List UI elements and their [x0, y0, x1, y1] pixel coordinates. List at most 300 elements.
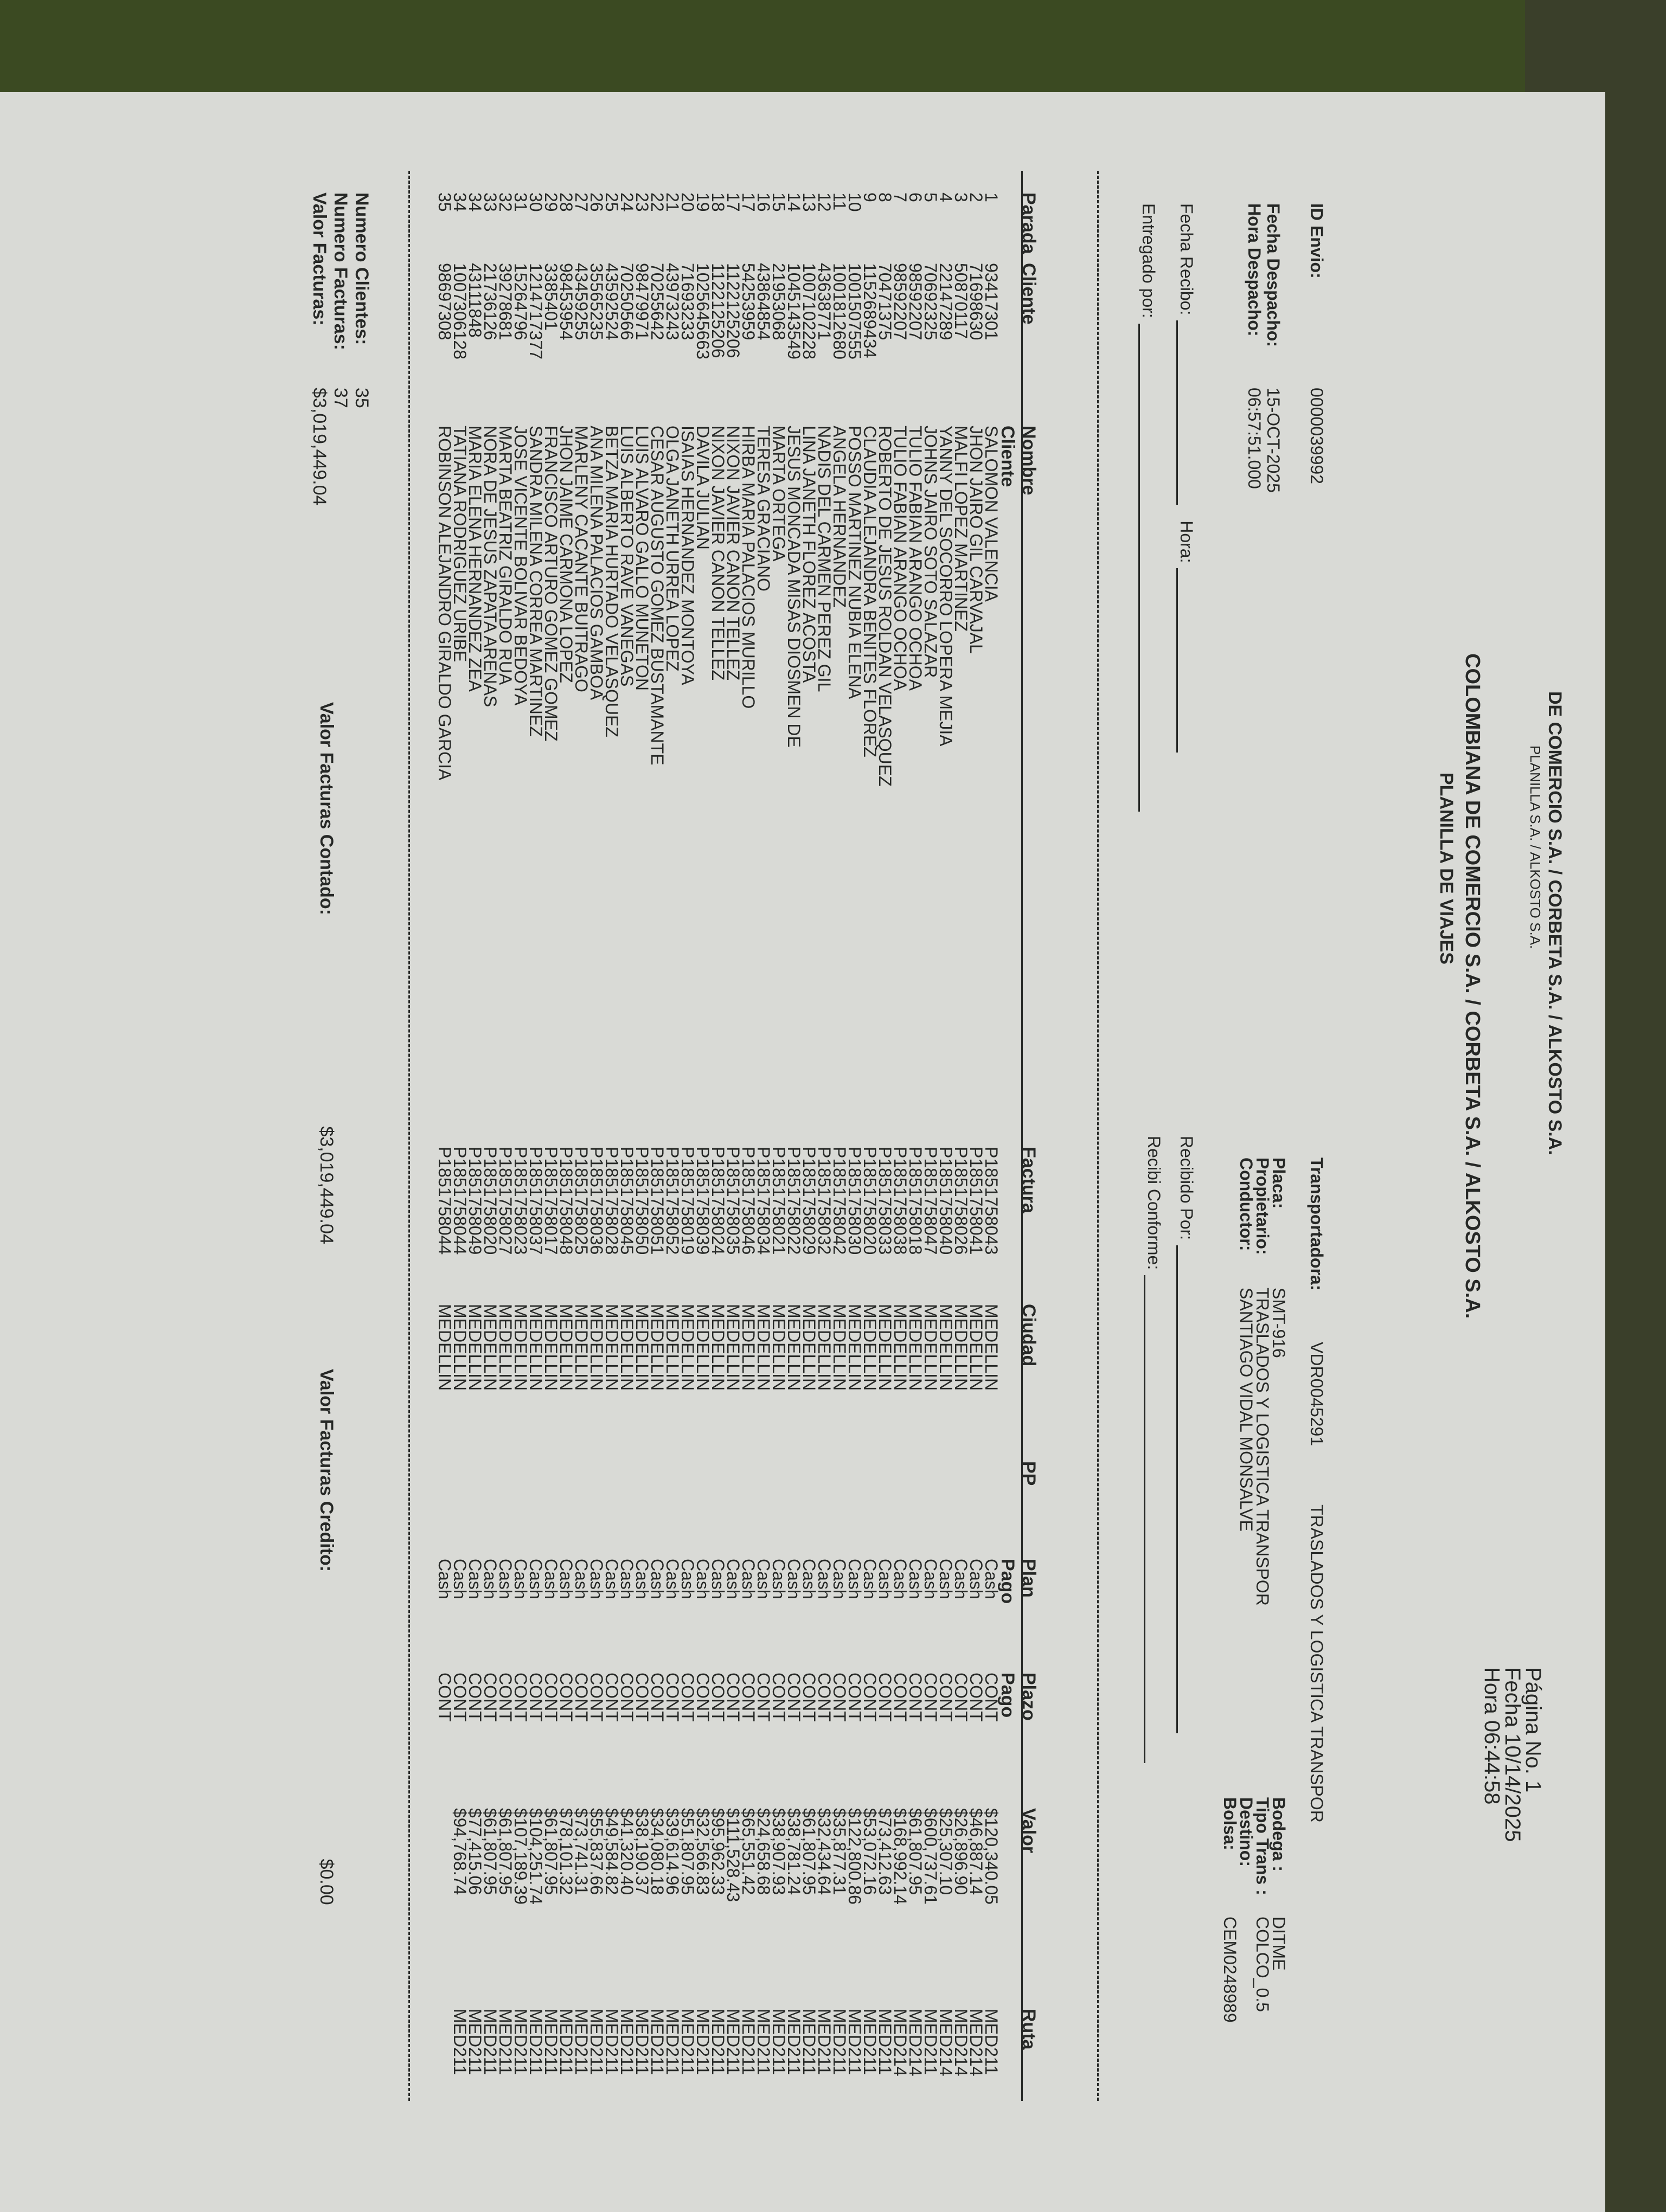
- cell-plan-pago: Cash: [480, 1559, 500, 1599]
- cell-parada: 1: [982, 192, 1001, 202]
- cell-factura: P1851758018: [906, 1147, 925, 1255]
- document-page: [101, 149, 1565, 2155]
- cell-plazo-pago: CONT: [966, 1673, 986, 1722]
- cell-plazo-pago: CONT: [663, 1673, 682, 1722]
- cell-parada: 26: [587, 192, 606, 212]
- cell-cliente: 1007102228: [799, 263, 819, 359]
- document-title: COLOMBIANA DE COMERCIO S.A. / CORBETA S.A. / ALKOSTO S.A.: [1461, 653, 1484, 1319]
- cell-parada: 35: [435, 192, 454, 212]
- cell-plazo-pago: CONT: [526, 1673, 546, 1722]
- cell-ruta: MED211: [845, 2009, 864, 2075]
- cell-cliente: 15264796: [511, 263, 530, 340]
- recibi-conforme-line[interactable]: [1144, 1275, 1145, 1763]
- cell-ciudad: MEDELLIN: [921, 1304, 940, 1391]
- fecha-recibo-label: Fecha Recibo:: [1177, 203, 1196, 316]
- cell-valor: $32,434.64: [815, 1808, 834, 1895]
- cell-ruta: MED211: [480, 2009, 500, 2075]
- cell-plazo-pago: CONT: [480, 1673, 500, 1722]
- col-head-nombre: Nombre Cliente: [997, 426, 1039, 496]
- cell-plazo-pago: CONT: [875, 1673, 895, 1722]
- cell-factura: P1851758037: [526, 1147, 546, 1255]
- cell-plan-pago: Cash: [678, 1559, 697, 1599]
- cell-plan-pago: Cash: [815, 1559, 834, 1599]
- cell-nombre-cliente: ANGELA HERNANDEZ: [830, 426, 849, 608]
- cell-plan-pago: Cash: [936, 1559, 956, 1599]
- valor-credito-value: $0.00: [316, 1859, 337, 1905]
- cell-plan-pago: Cash: [511, 1559, 530, 1599]
- cell-factura: P1851758028: [602, 1147, 621, 1255]
- cell-nombre-cliente: TERESA GRACIANO: [754, 426, 773, 591]
- cell-plazo-pago: CONT: [587, 1673, 606, 1722]
- cell-plan-pago: Cash: [723, 1559, 743, 1599]
- cell-valor: $600,737.61: [921, 1808, 940, 1905]
- cell-valor: $24,658.68: [754, 1808, 773, 1895]
- cell-nombre-cliente: LUIS ALBERTO RAVE VANEGAS: [617, 426, 637, 687]
- cell-valor: $73,741.31: [572, 1808, 591, 1895]
- entregado-por-label: Entregado por:: [1139, 203, 1158, 318]
- cell-plazo-pago: CONT: [617, 1673, 637, 1722]
- cell-plan-pago: Cash: [739, 1559, 758, 1599]
- cell-plazo-pago: CONT: [845, 1673, 864, 1722]
- cell-ruta: MED214: [936, 2009, 956, 2076]
- cell-plazo-pago: CONT: [830, 1673, 849, 1722]
- cell-cliente: 1025645663: [693, 263, 713, 359]
- cell-valor: $35,877.31: [830, 1808, 849, 1895]
- cell-nombre-cliente: JHON JAIRO GIL CARVAJAL: [966, 426, 986, 654]
- fecha-recibo-row: [1176, 203, 1196, 753]
- cell-plan-pago: Cash: [951, 1559, 971, 1599]
- cell-ruta: MED211: [556, 2009, 576, 2075]
- cell-plazo-pago: CONT: [465, 1673, 485, 1722]
- bodega-value: DITME: [1269, 1917, 1289, 1971]
- transportadora-name: TRASLADOS Y LOGISTICA TRANSPOR: [1307, 1504, 1327, 1823]
- cell-ciudad: MEDELLIN: [435, 1304, 454, 1391]
- totals-credito: [316, 1369, 337, 1905]
- table-bottom-rule: [408, 171, 410, 2101]
- cell-factura: P1851758026: [951, 1147, 971, 1255]
- numero-clientes-label: Numero Clientes:: [351, 192, 372, 345]
- cell-cliente: 98592207: [890, 263, 910, 340]
- col-head-plan-pago: Plan Pago: [997, 1559, 1039, 1604]
- cell-parada: 22: [648, 192, 667, 212]
- cell-parada: 16: [754, 192, 773, 212]
- cell-valor: $65,551.42: [739, 1808, 758, 1895]
- cell-parada: 27: [572, 192, 591, 212]
- id-envio-label: ID Envio:: [1307, 203, 1327, 279]
- cell-plan-pago: Cash: [890, 1559, 910, 1599]
- cell-parada: 7: [890, 192, 910, 202]
- cell-nombre-cliente: MALFI LOPEZ MARTINEZ: [951, 426, 971, 632]
- hora-despacho-label: Hora Despacho:: [1245, 203, 1264, 337]
- col-head-plazo-pago: Plazo Pago: [997, 1673, 1039, 1721]
- cell-ciudad: MEDELLIN: [951, 1304, 971, 1391]
- cell-cliente: 43111848: [465, 263, 485, 338]
- cell-parada: 34: [465, 192, 485, 212]
- recibido-por-line[interactable]: [1176, 1245, 1178, 1733]
- cell-plan-pago: Cash: [921, 1559, 940, 1599]
- cell-plan-pago: Cash: [541, 1559, 561, 1599]
- cell-parada: 8: [875, 192, 895, 202]
- cell-cliente: 21953068: [769, 263, 789, 340]
- cell-ruta: MED211: [587, 2009, 606, 2075]
- cell-nombre-cliente: TATIANA RODRIGUEZ URIBE: [450, 426, 470, 663]
- cell-parada: 31: [511, 192, 530, 212]
- cell-factura: P1851758027: [496, 1147, 515, 1255]
- cell-valor: $107,189.39: [511, 1808, 530, 1905]
- placa-value: SMT-916: [1269, 1288, 1289, 1358]
- cell-factura: P1851758036: [587, 1147, 606, 1255]
- cell-plazo-pago: CONT: [951, 1673, 971, 1722]
- cell-valor: $53,072.16: [860, 1808, 880, 1895]
- cell-ciudad: MEDELLIN: [617, 1304, 637, 1391]
- cell-cliente: 22147289: [936, 263, 956, 340]
- cell-nombre-cliente: BETZA MARIA HURTADO VELASQUEZ: [602, 426, 621, 737]
- cell-parada: 10: [845, 192, 864, 212]
- cell-factura: P1851758022: [784, 1147, 804, 1255]
- cell-factura: P1851758020: [480, 1147, 500, 1255]
- cell-ruta: MED211: [678, 2009, 697, 2075]
- cell-cliente: 70471375: [875, 263, 895, 340]
- cell-ruta: MED214: [951, 2009, 971, 2076]
- destino-label: Destino:: [1236, 1797, 1256, 1867]
- cell-ciudad: MEDELLIN: [511, 1304, 530, 1391]
- cell-factura: P1851758034: [754, 1147, 773, 1255]
- cell-plan-pago: Cash: [875, 1559, 895, 1599]
- cell-ciudad: MEDELLIN: [587, 1304, 606, 1391]
- fecha-recibo-line[interactable]: [1176, 320, 1178, 505]
- cell-cliente: 43973243: [663, 263, 682, 340]
- cell-nombre-cliente: ISAIAS HERNANDEZ MONTOYA: [678, 426, 697, 685]
- cell-parada: 2: [966, 192, 986, 202]
- col-head-ruta: Ruta: [1018, 2009, 1039, 2050]
- cell-valor: $26,896.90: [951, 1808, 971, 1895]
- cell-cliente: 70692325: [921, 263, 940, 340]
- cell-parada: 15: [769, 192, 789, 212]
- cell-parada: 14: [784, 192, 804, 212]
- entregado-por-line[interactable]: [1138, 324, 1140, 812]
- cell-ruta: MED211: [526, 2009, 546, 2075]
- col-head-pp: PP: [1018, 1461, 1039, 1486]
- hora-recibo-label: Hora:: [1177, 520, 1196, 563]
- cell-nombre-cliente: JESUS MONCADA MISAS DIOSMEN DE: [784, 426, 804, 748]
- cell-parada: 21: [663, 192, 682, 212]
- hora-value: 06:44:58: [1480, 1720, 1504, 1805]
- cell-cliente: 98453954: [556, 263, 576, 340]
- numero-facturas-label: Numero Facturas:: [330, 192, 351, 350]
- cell-valor: $73,412.63: [875, 1808, 895, 1895]
- cell-ruta: MED214: [966, 2009, 986, 2076]
- cell-ruta: MED211: [465, 2009, 485, 2075]
- cell-ciudad: MEDELLIN: [602, 1304, 621, 1391]
- cell-plan-pago: Cash: [784, 1559, 804, 1599]
- cell-factura: P1851758044: [435, 1147, 454, 1255]
- cell-factura: P1851758051: [648, 1147, 667, 1255]
- fecha-label: Fecha: [1501, 1667, 1524, 1728]
- cell-valor: $38,190.37: [632, 1808, 652, 1895]
- cell-ruta: MED211: [784, 2009, 804, 2075]
- cell-ciudad: MEDELLIN: [648, 1304, 667, 1391]
- cell-plan-pago: Cash: [556, 1559, 576, 1599]
- cell-ruta: MED214: [906, 2009, 925, 2076]
- cell-ruta: MED211: [739, 2009, 758, 2075]
- cell-parada: 12: [815, 192, 834, 212]
- cell-ciudad: MEDELLIN: [966, 1304, 986, 1391]
- cell-cliente: 70250566: [617, 263, 637, 340]
- tipo-trans-value: COLCO_0.5: [1253, 1917, 1272, 2012]
- hora-despacho-value: 06:57:51.000: [1245, 388, 1264, 489]
- cell-parada: 28: [556, 192, 576, 212]
- cell-nombre-cliente: MARIA ELENA HERNANDEZ ZEA: [465, 426, 485, 692]
- cell-nombre-cliente: POSSO MARTINEZ NUBIA ELENA: [845, 426, 864, 699]
- cell-cliente: 93417301: [982, 263, 1001, 340]
- cell-nombre-cliente: NIXON JAVIER CANON TELLEZ: [723, 426, 743, 681]
- cell-factura: P1851758039: [693, 1147, 713, 1255]
- cell-cliente: 39278681: [496, 263, 515, 340]
- cell-cliente: 1007306128: [450, 263, 470, 359]
- cell-cliente: 54253959: [739, 263, 758, 340]
- cell-plazo-pago: CONT: [906, 1673, 925, 1722]
- cell-plazo-pago: CONT: [723, 1673, 743, 1722]
- cell-parada: 11: [830, 192, 849, 211]
- cell-cliente: 98592207: [906, 263, 925, 340]
- cell-nombre-cliente: SALOMON VALENCIA: [982, 426, 1001, 602]
- totals-left: [309, 192, 372, 506]
- cell-valor: $46,887.14: [966, 1808, 986, 1895]
- pagina-label: Página No.: [1521, 1667, 1545, 1774]
- cell-ruta: MED211: [982, 2009, 1001, 2075]
- cell-plazo-pago: CONT: [769, 1673, 789, 1722]
- cell-cliente: 35565235: [587, 263, 606, 340]
- cell-nombre-cliente: ANA MILENA PALACIOS GAMBOA: [587, 426, 606, 700]
- cell-ciudad: MEDELLIN: [982, 1304, 1001, 1391]
- cell-cliente: 21736126: [480, 263, 500, 340]
- cell-plazo-pago: CONT: [496, 1673, 515, 1722]
- cell-cliente: 3385401: [541, 263, 561, 331]
- cell-plazo-pago: CONT: [982, 1673, 1001, 1722]
- cell-plazo-pago: CONT: [632, 1673, 652, 1722]
- cell-plan-pago: Cash: [632, 1559, 652, 1599]
- recibi-conforme-label: Recibi Conforme:: [1144, 1136, 1164, 1270]
- cell-factura: P1851758019: [678, 1147, 697, 1255]
- cell-ciudad: MEDELLIN: [784, 1304, 804, 1391]
- cell-plan-pago: Cash: [663, 1559, 682, 1599]
- cell-plazo-pago: CONT: [936, 1673, 956, 1722]
- cell-cliente: 98697308: [435, 263, 454, 340]
- valor-facturas-value: $3,019,449.04: [309, 388, 330, 506]
- cell-nombre-cliente: SANDRA MILENA CORREA MARTINEZ: [526, 426, 546, 737]
- recibido-por-label: Recibido Por:: [1177, 1136, 1196, 1240]
- cell-factura: P1851758048: [556, 1147, 576, 1255]
- cell-ruta: MED211: [663, 2009, 682, 2075]
- cell-cliente: 71693233: [678, 263, 697, 340]
- col-head-factura: Factura: [1018, 1147, 1039, 1213]
- cell-ruta: MED211: [602, 2009, 621, 2075]
- cell-nombre-cliente: MARTA BEATRIZ GIRALDO RUA: [496, 426, 515, 685]
- cell-ruta: MED211: [754, 2009, 773, 2075]
- pagina-value: 1: [1521, 1780, 1545, 1793]
- cell-plan-pago: Cash: [435, 1559, 454, 1599]
- cell-cliente: 1045143549: [784, 263, 804, 359]
- cell-nombre-cliente: JOSE VICENTE BOLIVAR BEDOYA: [511, 426, 530, 706]
- cell-plazo-pago: CONT: [511, 1673, 530, 1722]
- cell-valor: $61,807.95: [799, 1808, 819, 1895]
- cell-ruta: MED214: [890, 2009, 910, 2076]
- cell-parada: 3: [951, 192, 971, 202]
- cell-plan-pago: Cash: [799, 1559, 819, 1599]
- cell-valor: $49,584.82: [602, 1808, 621, 1895]
- cell-plazo-pago: CONT: [541, 1673, 561, 1722]
- entregado-por-row: [1138, 203, 1158, 812]
- cell-cliente: 71698630: [966, 263, 986, 340]
- cell-parada: 17: [739, 192, 758, 212]
- col-head-valor: Valor: [1018, 1808, 1039, 1854]
- cell-plazo-pago: CONT: [648, 1673, 667, 1722]
- cell-ciudad: MEDELLIN: [465, 1304, 485, 1391]
- cell-valor: $94,768.74: [450, 1808, 470, 1895]
- cell-ciudad: MEDELLIN: [708, 1304, 728, 1391]
- cell-factura: P1851758038: [890, 1147, 910, 1255]
- cell-nombre-cliente: MARLENY CACANTE BUITRAGO: [572, 426, 591, 692]
- cell-ciudad: MEDELLIN: [572, 1304, 591, 1391]
- cell-valor: $122,800.86: [845, 1808, 864, 1905]
- cell-ciudad: MEDELLIN: [815, 1304, 834, 1391]
- bolsa-label: Bolsa:: [1220, 1797, 1240, 1850]
- cell-ruta: MED211: [875, 2009, 895, 2075]
- cell-ruta: MED211: [723, 2009, 743, 2075]
- cell-cliente: 70255642: [648, 263, 667, 340]
- cell-ciudad: MEDELLIN: [906, 1304, 925, 1391]
- cell-ciudad: MEDELLIN: [723, 1304, 743, 1391]
- cell-factura: P1851758041: [966, 1147, 986, 1255]
- valor-contado-label: Valor Facturas Contado:: [316, 702, 337, 915]
- cell-parada: 19: [693, 192, 713, 212]
- hora-recibo-line[interactable]: [1176, 568, 1178, 753]
- cell-nombre-cliente: LUIS ALVARO GALLO MUNETON: [632, 426, 652, 691]
- cell-factura: P1851758024: [708, 1147, 728, 1255]
- cell-valor: $25,307.10: [936, 1808, 956, 1895]
- cell-valor: $55,837.66: [587, 1808, 606, 1895]
- cell-ciudad: MEDELLIN: [663, 1304, 682, 1391]
- cell-plan-pago: Cash: [572, 1559, 591, 1599]
- cell-ruta: MED211: [450, 2009, 470, 2075]
- propietario-label: Propietario:: [1253, 1158, 1272, 1255]
- cell-ruta: MED211: [693, 2009, 713, 2075]
- cell-plazo-pago: CONT: [450, 1673, 470, 1722]
- cell-nombre-cliente: ROBERTO DE JESUS ROLDAN VELASQUEZ: [875, 426, 895, 787]
- col-head-ciudad: Ciudad: [1018, 1304, 1039, 1367]
- cell-parada: 24: [617, 192, 637, 212]
- cell-nombre-cliente: TULIO FABIAN ARANGO OCHOA: [890, 426, 910, 691]
- cell-cliente: 43864854: [754, 263, 773, 340]
- cell-nombre-cliente: JOHNS JAIRO SOTO SALAZAR: [921, 426, 940, 678]
- cell-plan-pago: Cash: [982, 1559, 1001, 1599]
- cell-parada: 32: [496, 192, 515, 212]
- cell-cliente: 1214717377: [526, 263, 546, 359]
- cell-ruta: MED211: [648, 2009, 667, 2075]
- cell-valor: $39,614.96: [663, 1808, 682, 1895]
- cell-parada: 33: [480, 192, 500, 212]
- cell-parada: 34: [450, 192, 470, 212]
- cell-plazo-pago: CONT: [890, 1673, 910, 1722]
- cell-plan-pago: Cash: [754, 1559, 773, 1599]
- cell-ruta: MED211: [496, 2009, 515, 2075]
- cell-plan-pago: Cash: [450, 1559, 470, 1599]
- cell-ciudad: MEDELLIN: [890, 1304, 910, 1391]
- cell-plan-pago: Cash: [830, 1559, 849, 1599]
- cell-ciudad: MEDELLIN: [845, 1304, 864, 1391]
- cell-nombre-cliente: YANNY DEL SOCORRO LOPERA MEJIA: [936, 426, 956, 747]
- cell-plan-pago: Cash: [769, 1559, 789, 1599]
- cell-plan-pago: Cash: [465, 1559, 485, 1599]
- col-head-parada: Parada: [1018, 192, 1039, 254]
- bolsa-value: CEM0248989: [1220, 1917, 1240, 2023]
- fecha-despacho-label: Fecha Despacho:: [1264, 203, 1283, 347]
- cell-nombre-cliente: NADIS DEL CARMEN PEREZ GIL: [815, 426, 834, 692]
- cell-plan-pago: Cash: [648, 1559, 667, 1599]
- cell-ciudad: MEDELLIN: [739, 1304, 758, 1391]
- document-subtitle: PLANILLA DE VIAJES: [1436, 773, 1457, 964]
- id-envio-value: 0000039992: [1307, 388, 1327, 484]
- propietario-value: TRASLADOS Y LOGISTICA TRANSPOR: [1253, 1288, 1272, 1606]
- cell-ciudad: MEDELLIN: [526, 1304, 546, 1391]
- cell-parada: 29: [541, 192, 561, 212]
- cell-plazo-pago: CONT: [739, 1673, 758, 1722]
- cell-factura: P1851758032: [815, 1147, 834, 1255]
- cell-plazo-pago: CONT: [708, 1673, 728, 1722]
- cell-ciudad: MEDELLIN: [678, 1304, 697, 1391]
- cell-cliente: 50870117: [951, 263, 971, 339]
- cell-ruta: MED211: [921, 2009, 940, 2075]
- tipo-trans-label: Tipo Trans :: [1253, 1797, 1272, 1895]
- cell-factura: P1851758029: [799, 1147, 819, 1255]
- cell-ciudad: MEDELLIN: [936, 1304, 956, 1391]
- cell-parada: 20: [678, 192, 697, 212]
- cell-cliente: 43592524: [602, 263, 621, 340]
- cell-factura: P1851758020: [860, 1147, 880, 1255]
- cell-plazo-pago: CONT: [799, 1673, 819, 1722]
- cell-valor: $95,962.33: [708, 1808, 728, 1895]
- cell-factura: P1851758049: [465, 1147, 485, 1255]
- cell-ruta: MED211: [572, 2009, 591, 2075]
- cell-parada: 9: [860, 192, 880, 202]
- cell-plazo-pago: CONT: [815, 1673, 834, 1722]
- cell-ruta: MED211: [769, 2009, 789, 2075]
- cell-plan-pago: Cash: [602, 1559, 621, 1599]
- cell-nombre-cliente: DAVILA JULIAN: [693, 426, 713, 550]
- hora-label: Hora: [1480, 1667, 1504, 1714]
- cell-ruta: MED211: [708, 2009, 728, 2075]
- cell-ruta: MED211: [815, 2009, 834, 2075]
- fecha-despacho-value: 15-OCT-2025: [1264, 388, 1283, 493]
- table-top-rule: [1097, 171, 1099, 2101]
- cell-ciudad: MEDELLIN: [632, 1304, 652, 1391]
- cell-valor: $61,807.95: [480, 1808, 500, 1895]
- cell-valor: $51,807.95: [678, 1808, 697, 1895]
- cell-valor: $104,251.74: [526, 1808, 546, 1905]
- cell-nombre-cliente: LINA JANETH FLOREZ ACOSTA: [799, 426, 819, 683]
- cell-plan-pago: Cash: [693, 1559, 713, 1599]
- cell-cliente: 1122125206: [723, 263, 743, 358]
- cell-nombre-cliente: CLAUDIA ALEJANDRA BENITES FLOREZ: [860, 426, 880, 757]
- cell-factura: P1851758045: [617, 1147, 637, 1255]
- cell-ruta: MED211: [511, 2009, 530, 2075]
- cell-nombre-cliente: NORA DE JESUS ZAPATA ARENAS: [480, 426, 500, 708]
- cell-cliente: 1001812680: [830, 263, 849, 359]
- fecha-value: 10/14/2025: [1501, 1733, 1524, 1842]
- cell-valor: $78,101.32: [556, 1808, 576, 1895]
- cell-nombre-cliente: NIXON JAVIER CANON TELLEZ: [708, 426, 728, 681]
- cell-plan-pago: Cash: [587, 1559, 606, 1599]
